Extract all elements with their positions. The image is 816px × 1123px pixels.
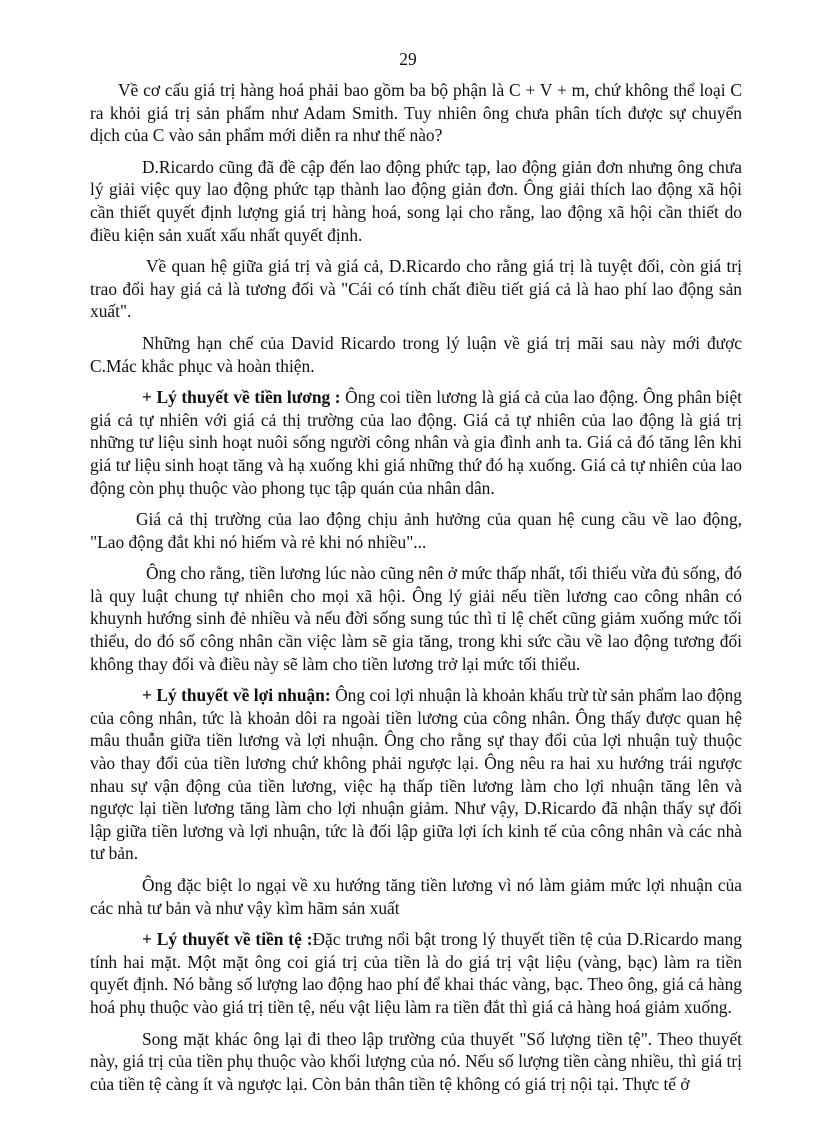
paragraph-money-theory-text: Đặc trưng nổi bật trong lý thuyết tiền tệ của D.Ricardo mang tính hai mặt. Một mặt ông coi giá trị của tiền là do giá trị vật liệu (vàng, bạc) làm ra tiền quyết định. Nó bằng số lượng lao động hao phí để khai thác vàng, bạc. Theo ông, giá cả hàng hoá phụ thuộc vào giá trị tiền tệ, nếu vật liệu làm ra tiền đắt thì giá cả hàng hoá giảm xuống. (90, 929, 742, 1017)
page-number: 29 (399, 49, 417, 69)
paragraph-wage-concern: Ông đặc biệt lo ngại về xu hướng tăng tiền lương vì nó làm giảm mức lợi nhuận của các nhà tư bản và như vậy kìm hãm sản xuất (90, 875, 742, 918)
paragraph-minimum-wage: Ông cho rằng, tiền lương lúc nào cũng nên ở mức thấp nhất, tối thiểu vừa đủ sống, đó là quy luật chung tự nhiên cho mọi xã hội. Ông lý giải nếu tiền lương cao công nhân có khuynh hướng sinh đẻ nhiều và nếu đời sống sung túc thì tỉ lệ chết cũng giảm xuống mức tối thiểu, do đó số công nhân cần việc làm sẽ gia tăng, trong khi sức cầu về lao động tương đối không thay đổi và điều này sẽ làm cho tiền lương trở lại mức tối thiểu. (90, 563, 742, 674)
heading-wage-theory: + Lý thuyết về tiền lương : (142, 387, 341, 408)
heading-profit-theory: + Lý thuyết về lợi nhuận: (142, 685, 331, 706)
paragraph-profit-theory-text: Ông coi lợi nhuận là khoản khấu trừ từ sản phẩm lao động của công nhân, tức là khoản dôi ra ngoài tiền lương của công nhân. Ông thấy được quan hệ mâu thuẫn giữa tiền lương và lợi nhuận. Ông cho rằng sự thay đổi của lợi nhuận tuỳ thuộc vào thay đổi của tiền lương chứ không phải ngược lại. Ông nêu ra hai xu hướng trái ngược nhau sự vận động của tiền lương, việc hạ thấp tiền lương làm cho lợi nhuận tăng lên và ngược lại tiền lương tăng làm cho lợi nhuận giảm. Như vậy, D.Ricardo đã nhận thấy sự đối lập giữa tiền lương và lợi nhuận, tức là đối lập giữa lợi ích kinh tế của công nhân và các nhà tư bản. (90, 685, 742, 864)
paragraph-value-price: Về quan hệ giữa giá trị và giá cả, D.Ricardo cho rằng giá trị là tuyệt đối, còn giá trị trao đổi hay giá cả là tương đối và "Cái có tính chất điều tiết giá cả là hao phí lao động sản xuất". (90, 256, 742, 322)
body-text (90, 79, 742, 1104)
heading-money-theory: + Lý thuyết về tiền tệ : (142, 929, 313, 950)
paragraph-wage-theory-text: Ông coi tiền lương là giá cả của lao động. Ông phân biệt giá cả tự nhiên với giá cả thị trường của lao động. Giá cả tự nhiên của lao động là giá trị những tư liệu sinh hoạt nuôi sống người công nhân và gia đình anh ta. Giá cả đó tăng lên khi giá tư liệu sinh hoạt tăng và hạ xuống khi giá những thứ đó hạ xuống. Giá cả tự nhiên của lao động còn phụ thuộc vào phong tục tập quán của nhân dân. (90, 387, 742, 498)
paragraph-value-structure: Về cơ cấu giá trị hàng hoá phải bao gồm ba bộ phận là C + V + m, chứ không thể loại C ra khỏi giá trị sản phẩm như Adam Smith. Tuy nhiên ông chưa phân tích được sự chuyển dịch của C vào sản phẩm mới diễn ra như thế nào? (90, 80, 742, 146)
paragraph-limitations: Những hạn chế của David Ricardo trong lý luận về giá trị mãi sau này mới được C.Mác khắc phục và hoàn thiện. (90, 332, 742, 376)
paragraph-wage-theory (90, 386, 742, 499)
paragraph-profit-theory (90, 684, 742, 865)
paragraph-quantity-theory: Song mặt khác ông lại đi theo lập trường của thuyết "Số lượng tiền tệ". Theo thuyết này, giá trị của tiền phụ thuộc vào khối lượng của nó. Nếu số lượng tiền càng nhiều, thì giá trị của tiền tệ càng ít và ngược lại. Còn bản thân tiền tệ không có giá trị nội tại. Thực tế ở (90, 1028, 742, 1094)
paragraph-money-theory (90, 928, 742, 1018)
paragraph-complex-labor: D.Ricardo cũng đã đề cập đến lao động phức tạp, lao động giản đơn nhưng ông chưa lý giải việc quy lao động phức tạp thành lao động giản đơn. Ông giải thích lao động xã hội cần thiết quyết định lượng giá trị hàng hoá, song lại cho rằng, lao động xã hội cần thiết do điều kiện sản xuất xấu nhất quyết định. (90, 156, 742, 245)
paragraph-market-price-labor: Giá cả thị trường của lao động chịu ảnh hưởng của quan hệ cung cầu về lao động, "Lao động đắt khi nó hiếm và rẻ khi nó nhiều"... (90, 509, 742, 552)
